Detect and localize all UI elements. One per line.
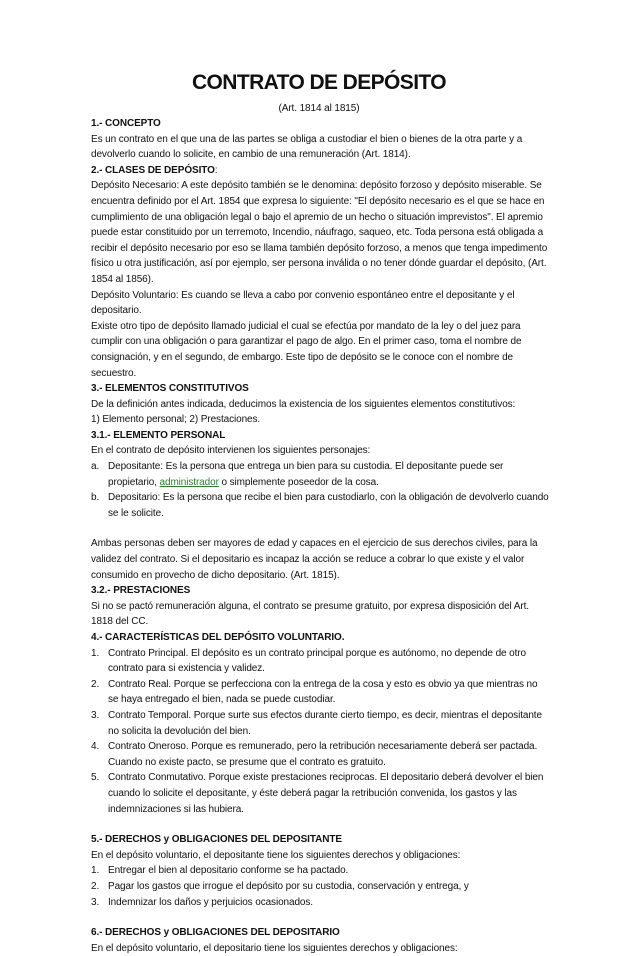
list-marker: 1. (91, 865, 100, 877)
depositario-text: Depositario: Es la persona que recibe el bien para custodiarlo, con la obligación de devolverlo cuando se le solicite. (108, 492, 549, 519)
list-item (91, 879, 549, 895)
list-item-text: Contrato Real. Porque se perfecciona con la entrega de la cosa y esto es obvio ya que mientras no se haya entregado el bien, nada se puede custodiar. (108, 678, 538, 706)
list-item-text: Contrato Principal. El depósito es un contrato principal porque es autónomo, no depende de otro contrato para si existencia y validez. (108, 647, 527, 675)
section-depositario-intro: En el depósito voluntario, el depositario tiene los siguientes derechos y obligaciones: (91, 942, 458, 954)
list-item (91, 646, 549, 677)
list-item-text: Contrato Oneroso. Porque es remunerado, pero la retribución necesariamente deberá ser pactada. Cuando no existe pacto, se presume que el contrato es gratuito. (108, 741, 538, 768)
list-marker: a. (91, 461, 100, 473)
list-item (91, 770, 549, 817)
list-item-depositante (91, 459, 549, 490)
list-marker: 2. (91, 678, 100, 690)
depositante-text-end: o simplemente poseedor de la cosa. (218, 476, 379, 488)
list-item (91, 677, 549, 708)
list-item-text: Indemnizar los daños y perjuicios ocasionados. (108, 896, 313, 908)
list-marker: 2. (91, 880, 100, 892)
capacidad-paragraph: Ambas personas deben ser mayores de edad y capaces en el ejercicio de sus derechos civiles, para la validez del contrato. Si el depositario es incapaz la acción se reduce a cobrar lo que existe y el valor consumido en provecho de dicho depositario. (Art. 1815). (91, 538, 538, 581)
section-elementos-list: 1) Elemento personal; 2) Prestaciones. (91, 414, 261, 426)
section-clases-heading (91, 163, 549, 179)
list-item (91, 895, 549, 911)
list-item-text: Contrato Temporal. Porque surte sus efectos durante cierto tiempo, es decir, mientras el depositante no solicita la devolución del bien. (108, 709, 542, 737)
section-prestaciones-text: Si no se pactó remuneración alguna, el contrato se presume gratuito, por expresa disposición del Art. 1818 del CC. (91, 600, 529, 628)
list-marker: 3. (91, 896, 100, 908)
list-marker: b. (91, 492, 100, 504)
section-clases-heading-tail: : (214, 164, 218, 176)
list-item-depositario (91, 490, 549, 521)
section-clases-heading-bold: 2.- CLASES DE DEPÓSITO (91, 164, 215, 176)
section-elemento-personal-heading: 3.1.- ELEMENTO PERSONAL (91, 429, 226, 441)
depositante-text: Depositante: Es la persona que entrega un bien para su custodia. El depositante puede ser propietario, (108, 461, 504, 488)
section-caracteristicas-heading: 4.- CARACTERÍSTICAS DEL DEPÓSITO VOLUNTARIO. (91, 632, 345, 643)
section-prestaciones-heading: 3.2.- PRESTACIONES (91, 585, 191, 597)
list-item-text: Contrato Conmutativo. Porque existe prestaciones reciprocas. El depositario deberá devolver el bien cuando lo solicite el depositante, y éste deberá pagar la retribución convenida, los gastos y las indemnizaciones si las hubiera. (108, 772, 544, 815)
deposito-necesario-paragraph: Depósito Necesario: A este depósito también se le denomina: depósito forzoso y depósito miserable. Se encuentra definido por el Art. 1854 que expresa lo siguiente: "El depósito necesario es el que se hace en cumplimiento de una obligación legal o bajo el apremio de un hecho o situación imprevistos". El apremio puede estar constituido por un terremoto, Incendio, náufrago, saqueo, etc. Toda persona está obligada a recibir el depósito necesario por eso se llama también depósito forzoso, a menos que tenga impedimento físico u otra justificación, así por ejemplo, ser persona inválida o no tener dónde guardar el depósito, (Art. 1854 al 1856). (91, 180, 548, 285)
section-concepto-text: Es un contrato en el que una de las partes se obliga a custodiar el bien o bienes de la otra parte y a devolverlo cuando lo solicite, en cambio de una remuneración (Art. 1814). (91, 133, 523, 161)
list-marker: 5. (91, 772, 100, 784)
list-item (91, 739, 549, 770)
section-concepto-heading: 1.- CONCEPTO (91, 118, 161, 129)
section-depositante-intro: En el depósito voluntario, el depositante tiene los siguientes derechos y obligaciones: (91, 849, 461, 861)
document-title: CONTRATO DE DEPÓSITO (191, 71, 447, 94)
section-elemento-personal-intro: En el contrato de depósito intervienen los siguientes personajes: (91, 445, 371, 457)
list-marker: 3. (91, 709, 100, 721)
list-item (91, 708, 549, 739)
section-elementos-heading: 3.- ELEMENTOS CONSTITUTIVOS (91, 383, 249, 395)
document-subtitle: (Art. 1814 al 1815) (278, 103, 360, 114)
list-item-text: Entregar el bien al depositario conforme se ha pactado. (108, 865, 349, 877)
deposito-voluntario-paragraph: Depósito Voluntario: Es cuando se lleva a cabo por convenio espontáneo entre el depositante y el depositario. (91, 289, 515, 317)
paragraph-gap (91, 521, 549, 536)
paragraph-gap (91, 817, 549, 832)
deposito-judicial-paragraph: Existe otro tipo de depósito llamado judicial el cual se efectúa por mandato de la ley o del juez para cumplir con una obligación o para garantizar el pago de algo. En el primer caso, toma el nombre de consignación, y en el segundo, de embargo. Este tipo de depósito se le conoce con el nombre de secuestro. (91, 320, 522, 379)
section-depositario-heading: 6.- DERECHOS y OBLIGACIONES DEL DEPOSITARIO (91, 927, 340, 939)
list-marker: 4. (91, 741, 100, 753)
administrador-link[interactable]: administrador (159, 476, 219, 488)
paragraph-gap (91, 910, 549, 925)
section-depositante-heading: 5.- DERECHOS y OBLIGACIONES DEL DEPOSITANTE (91, 834, 342, 846)
document-body (91, 116, 549, 956)
list-marker: 1. (91, 647, 100, 659)
section-elementos-text: De la definición antes indicada, deducimos la existencia de los siguientes elementos constitutivos: (91, 398, 516, 410)
list-item-text: Pagar los gastos que irrogue el depósito por su custodia, conservación y entrega, y (108, 880, 469, 892)
list-item (91, 863, 549, 879)
